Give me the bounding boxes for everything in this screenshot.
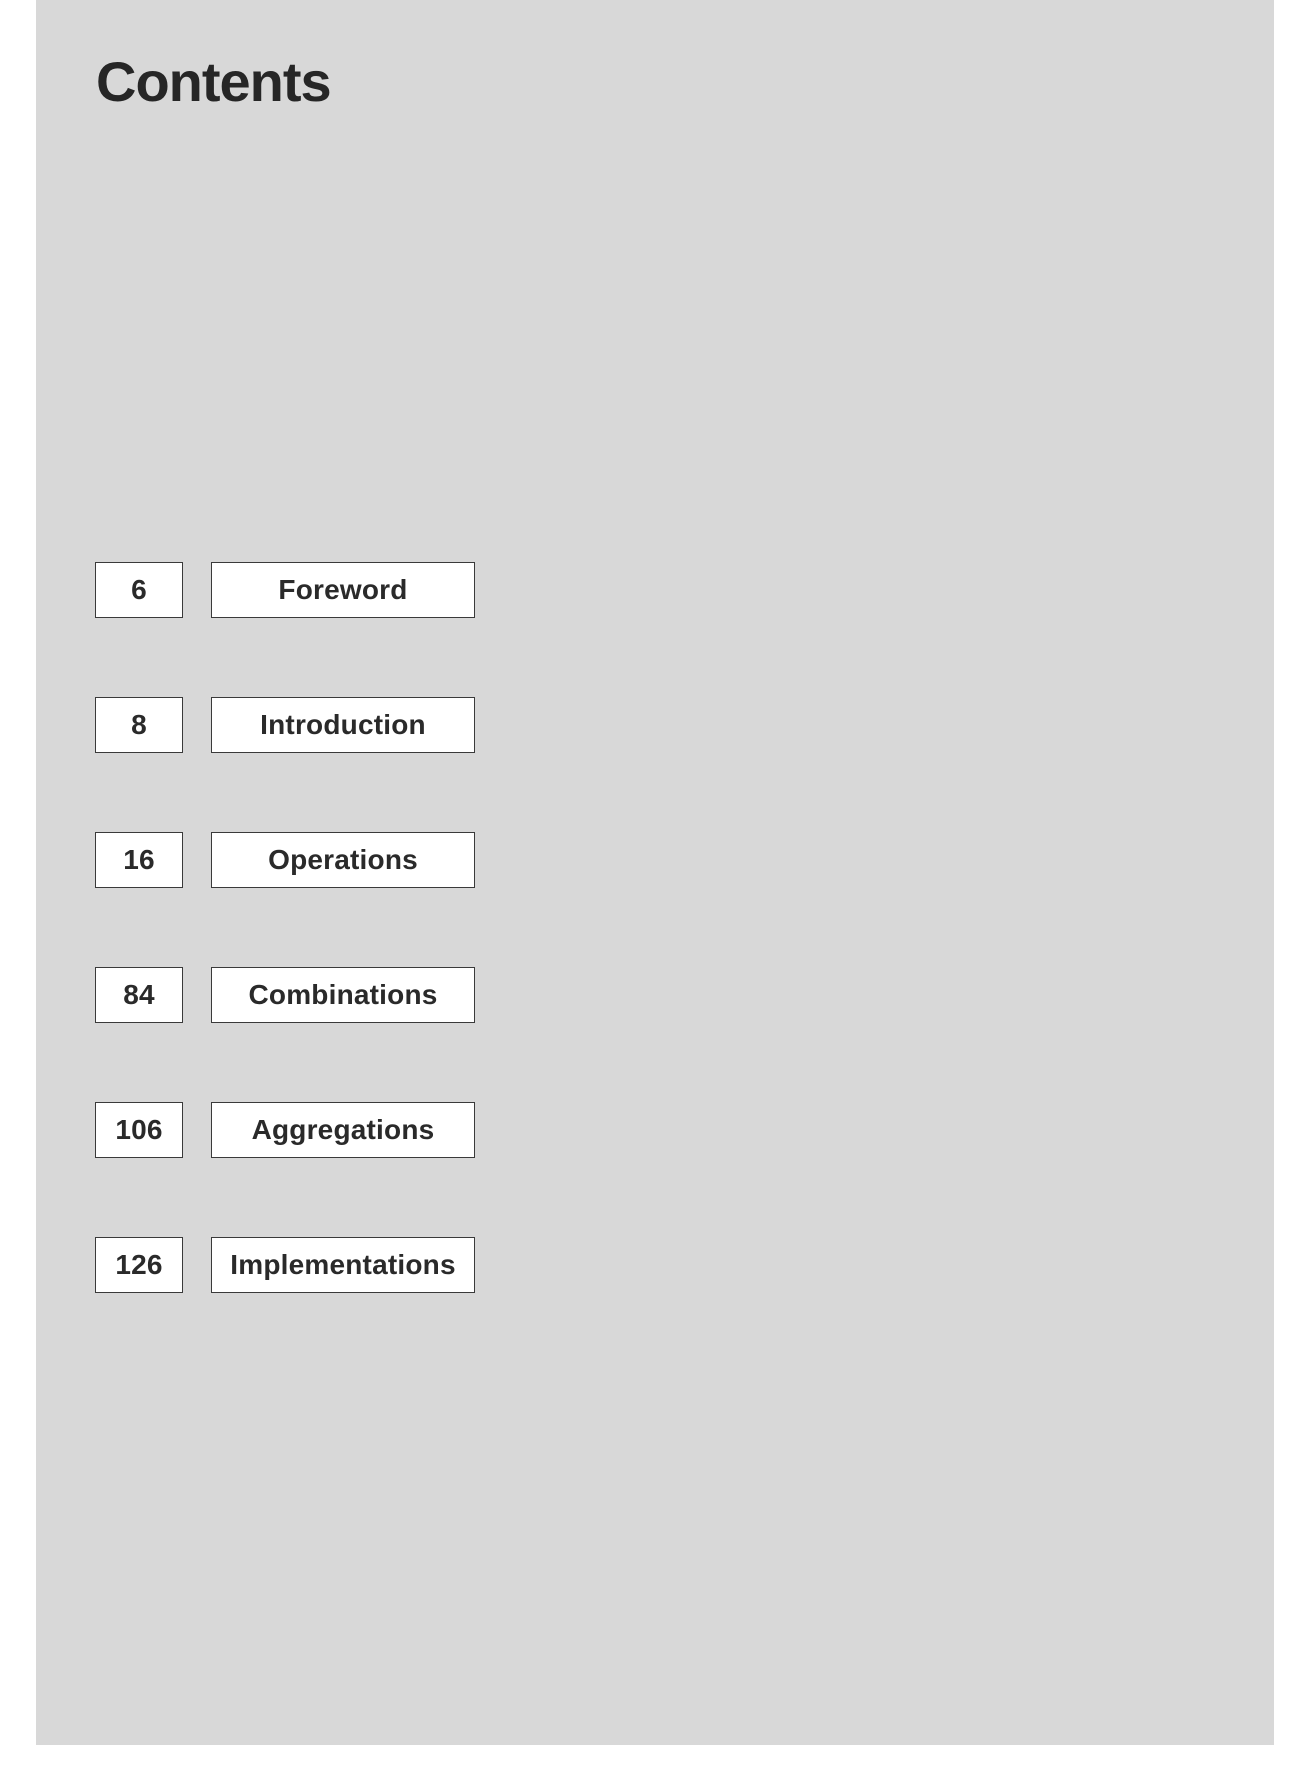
page-number: 106 bbox=[115, 1114, 163, 1145]
page-number: 16 bbox=[123, 844, 155, 875]
chapter-title-box bbox=[211, 1237, 475, 1293]
chapter-title-box bbox=[211, 697, 475, 753]
chapter-title: Aggregations bbox=[251, 1114, 435, 1145]
page-number: 8 bbox=[131, 709, 147, 740]
page-number-box bbox=[95, 1102, 183, 1158]
toc-row-combinations bbox=[36, 967, 1274, 1023]
chapter-title: Implementations bbox=[230, 1249, 456, 1280]
page-number-box bbox=[95, 832, 183, 888]
chapter-title-box bbox=[211, 832, 475, 888]
toc-row-implementations bbox=[36, 1237, 1274, 1293]
chapter-title: Combinations bbox=[248, 979, 438, 1010]
page-number-box bbox=[95, 697, 183, 753]
page-number-box bbox=[95, 967, 183, 1023]
contents-page-sheet bbox=[36, 0, 1274, 1745]
toc-row-foreword bbox=[36, 562, 1274, 618]
chapter-title: Operations bbox=[268, 844, 418, 875]
page-number-box bbox=[95, 562, 183, 618]
toc-row-introduction bbox=[36, 697, 1274, 753]
page-number: 6 bbox=[131, 574, 147, 605]
chapter-title-box bbox=[211, 967, 475, 1023]
chapter-title-box bbox=[211, 1102, 475, 1158]
chapter-title-box bbox=[211, 562, 475, 618]
chapter-title: Foreword bbox=[278, 574, 408, 605]
page-title: Contents bbox=[96, 49, 331, 113]
table-of-contents bbox=[36, 562, 1274, 1372]
chapter-title: Introduction bbox=[260, 709, 426, 740]
page-number: 126 bbox=[115, 1249, 163, 1280]
page-number-box bbox=[95, 1237, 183, 1293]
page-number: 84 bbox=[123, 979, 155, 1010]
toc-row-aggregations bbox=[36, 1102, 1274, 1158]
toc-row-operations bbox=[36, 832, 1274, 888]
